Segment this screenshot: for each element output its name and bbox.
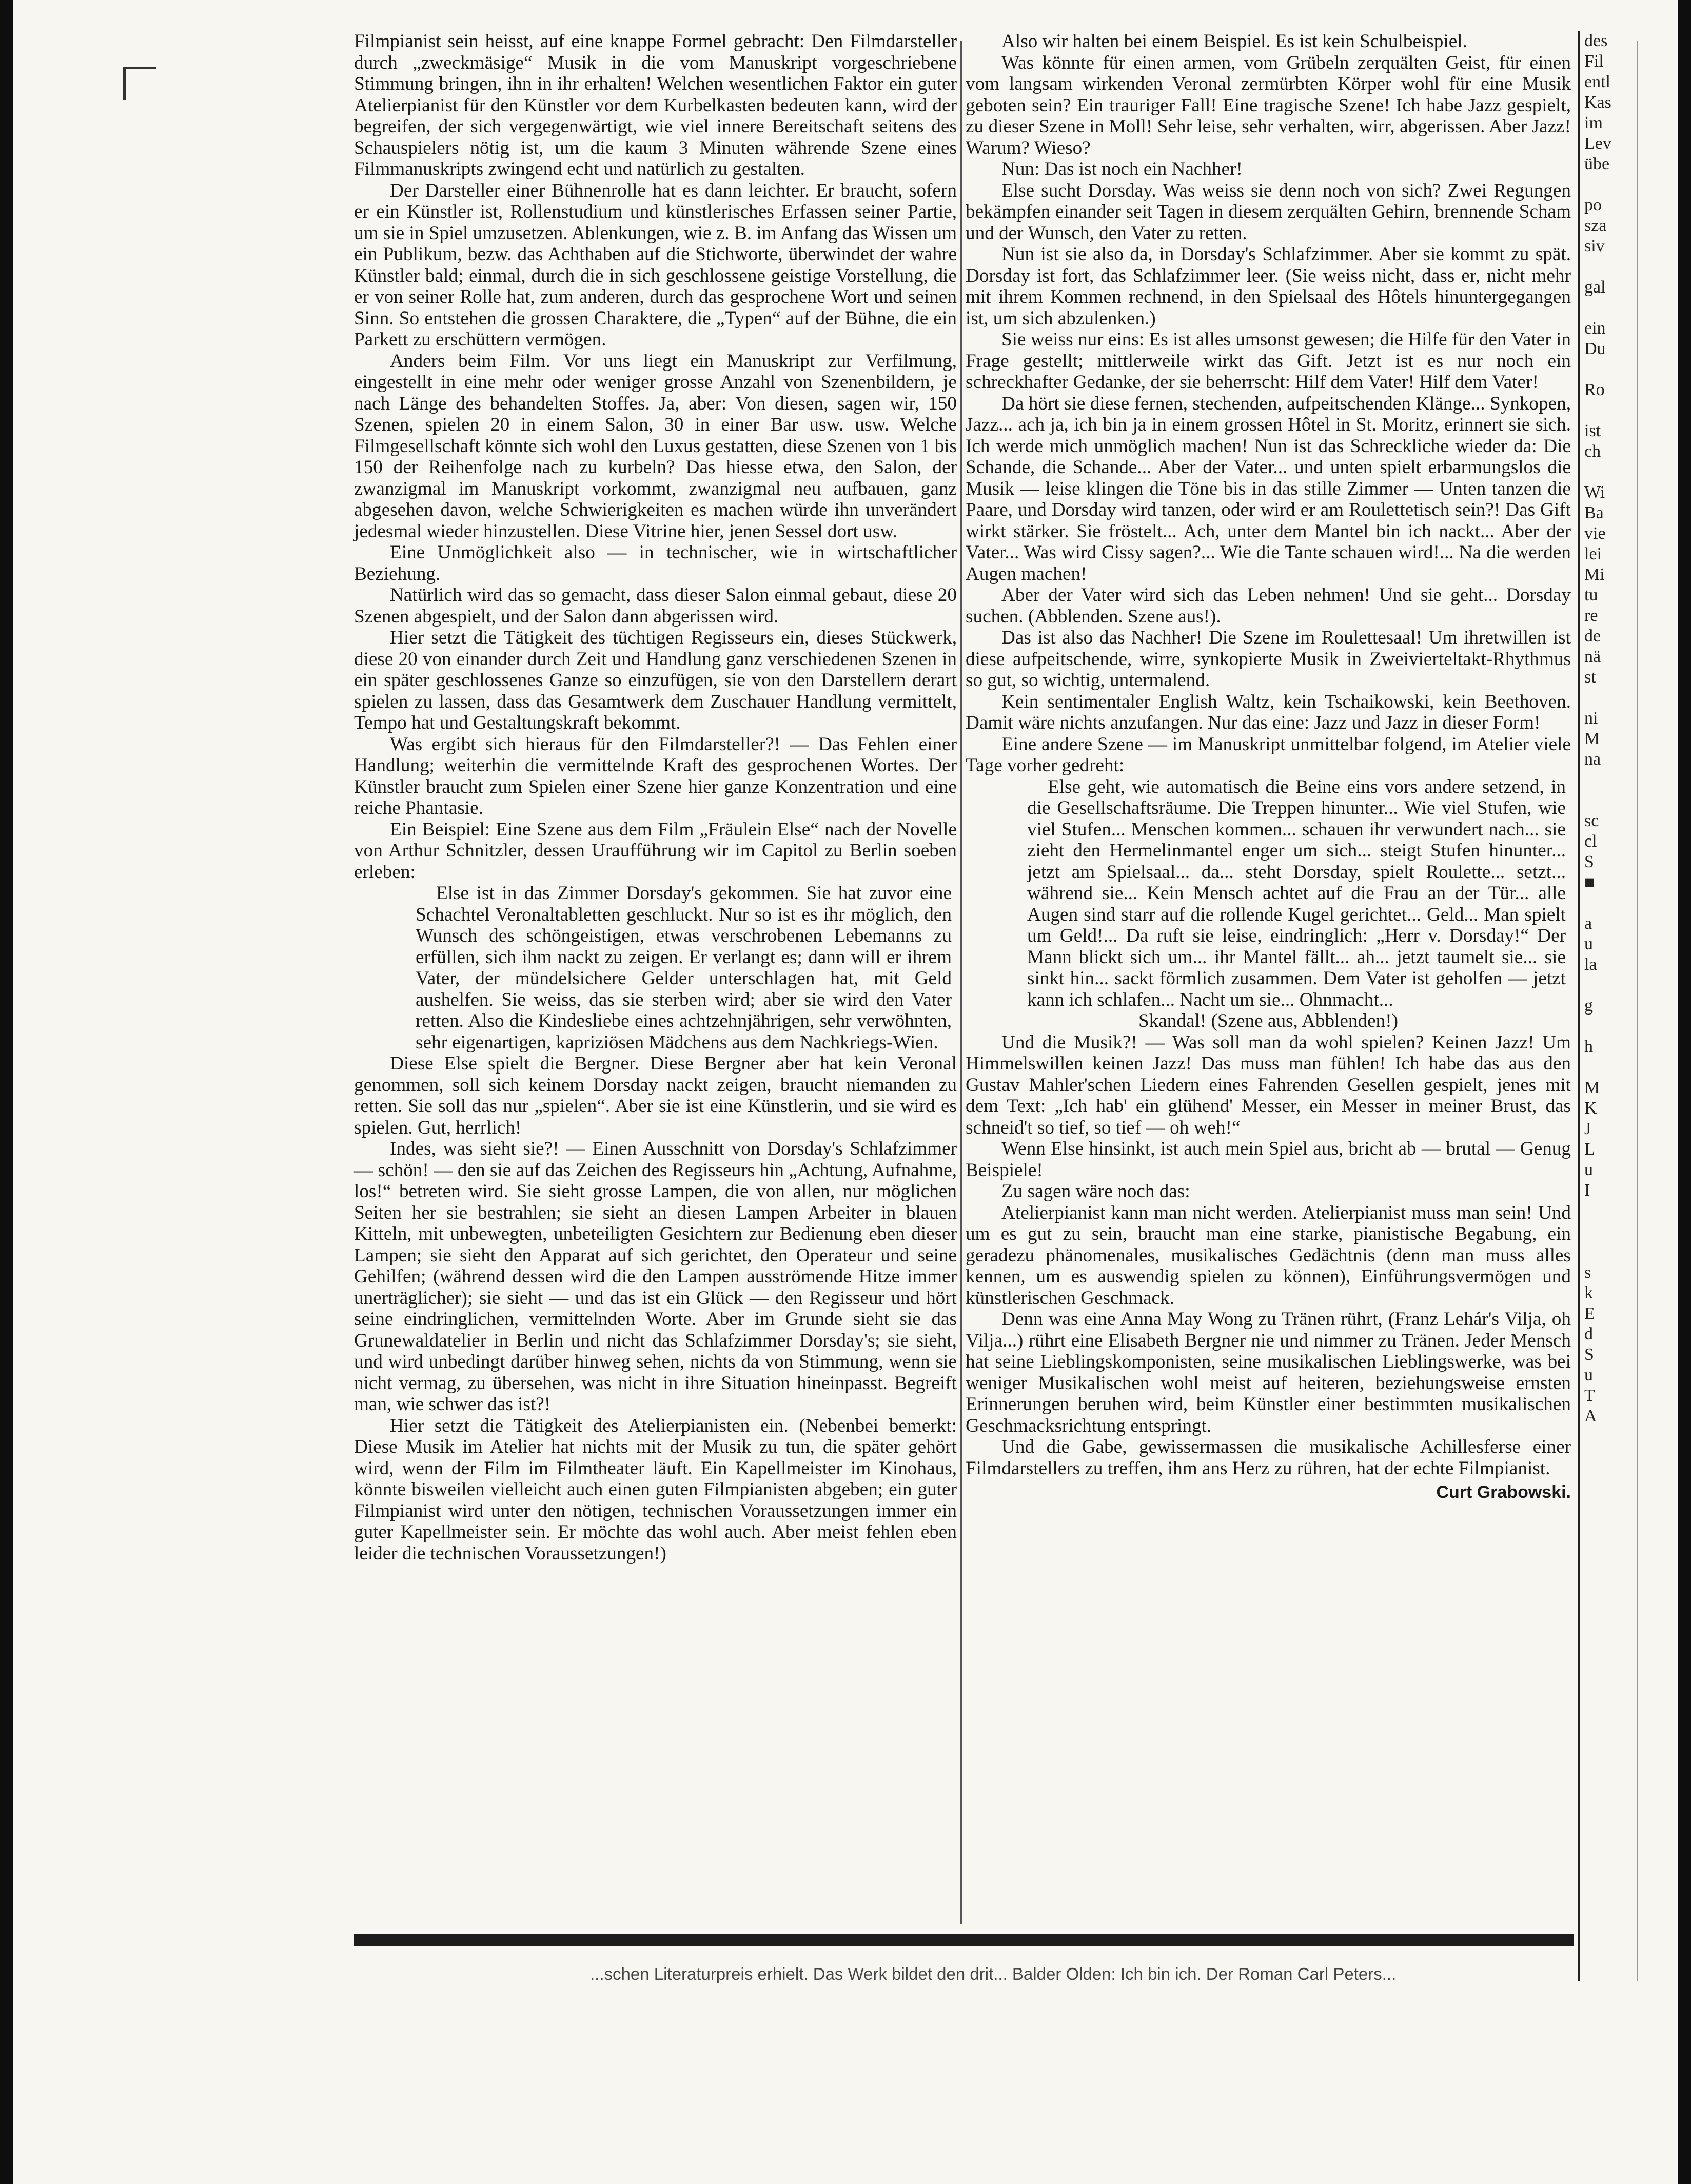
article-paragraph: Natürlich wird das so gemacht, dass dieser Salon einmal gebaut, diese 20 Szenen abgespielt, und der Salon dann abgerissen wird. <box>354 584 957 627</box>
fragment-line: T <box>1584 1386 1595 1405</box>
article-paragraph: Und die Gabe, gewissermassen die musikalische Achillesferse einer Filmdarstellers zu treffen, ihm ans Herz zu rühren, hat der echte Filmpianist. <box>966 1436 1571 1479</box>
fragment-line: st <box>1584 668 1596 687</box>
fragment-line: des <box>1584 31 1608 50</box>
fragment-line <box>1584 174 1630 195</box>
fragment-line: la <box>1584 955 1597 974</box>
fragment-line: K <box>1584 1099 1597 1118</box>
article-paragraph: Das ist also das Nachher! Die Szene im Roulettesaal! Um ihretwillen ist diese aufpeitschende, wirre, synkopierte Musik in Zweivierteltakt-Rhythmus so gut, so wichtig, untermalend. <box>966 627 1571 691</box>
article-paragraph: Und die Musik?! — Was soll man da wohl spielen? Keinen Jazz! Um Himmelswillen keinen Jazz! Das muss man fühlen! Ich habe das aus den Gustav Mahler'schen Liedern eines Fahrenden Gesellen gespielt, jenes mit dem Text: „Ich hab' ein glühend' Messer, ein Messer in meiner Brust, das schneid't so tief, so tief — oh weh!“ <box>966 1031 1571 1138</box>
scene-quote: Else ist in das Zimmer Dorsday's gekommen. Sie hat zuvor eine Schachtel Veronaltabletten geschluckt. Nur so ist es ihr möglich, den Wunsch des schöngeistigen, etwas verschrobenen Lebemanns zu erfüllen, sich ihm nackt zu zeigen. Er verlangt es; dann will er ihrem Vater, der mündelsichere Gelder unterschlagen hat, mit Geld aushelfen. Sie weiss, das sie sterben wird; aber sie wird den Vater retten. Also die Kindesliebe eines achtzehnjährigen, sehr verwöhnten, sehr eigenartigen, kapriziösen Mädchens aus dem Nachkriegs-Wien. <box>416 883 952 1053</box>
fragment-line: ist <box>1584 421 1601 440</box>
article-paragraph: Sie weiss nur eins: Es ist alles umsonst gewesen; die Hilfe für den Vater in Frage gestellt; mittlerweile wirkt das Gift. Jetzt ist es nur noch ein schreckhafter Gedanke, der sie beherrscht: Hilf dem Vater! Hilf dem Vater! <box>966 329 1571 393</box>
fragment-line: ni <box>1584 709 1598 728</box>
fragment-line: L <box>1584 1140 1595 1159</box>
article-paragraph: Else sucht Dorsday. Was weiss sie denn noch von sich? Zwei Regungen bekämpfen einander seit Tagen in diesem zerquälten Gehirn, brennende Scham und der Wunsch, den Vater zu retten. <box>966 180 1571 244</box>
fragment-line: cl <box>1584 832 1597 851</box>
fragment-line <box>1584 1057 1630 1078</box>
fragment-line: Kas <box>1584 93 1611 112</box>
fragment-line: ch <box>1584 442 1601 461</box>
fragment-line <box>1584 298 1630 318</box>
fragment-line: sza <box>1584 216 1607 235</box>
fragment-line <box>1584 1201 1630 1221</box>
article-paragraph: Filmpianist sein heisst, auf eine knappe Formel gebracht: Den Filmdarsteller durch „zweckmäsige“ Musik in die vom Manuskript vorgeschriebene Stimmung bringen, ihn in ihr erhalten! Welchen wesentlichen Faktor ein guter Atelierpianist für den Künstler vor dem Kurbelkasten bedeuten kann, wird der begreifen, der sich vergegenwärtigt, wie viel innere Bereitschaft seitens des Schauspielers nötig ist, um die kaum 3 Minuten währende Szene eines Filmmanuskripts zwingend echt und natürlich zu gestalten. <box>354 31 957 180</box>
scene-caption: Skandal! (Szene aus, Abblenden!) <box>1138 1010 1398 1031</box>
fragment-line: u <box>1584 1366 1593 1384</box>
fragment-line <box>1584 790 1630 811</box>
article-paragraph: Nun ist sie also da, in Dorsday's Schlafzimmer. Aber sie kommt zu spät. Dorsday ist fort, das Schlafzimmer leer. (Sie weiss nicht, dass er, nicht mehr mit ihrem Kommen rechnend, in den Spielsaal des Hôtels hinuntergegangen ist, um sich abzulenken.) <box>966 244 1571 329</box>
article-paragraph: Diese Else spielt die Bergner. Diese Bergner aber hat kein Veronal genommen, soll sich keinem Dorsday nackt zeigen, braucht niemanden zu retten. Sie soll das nur „spielen“. Aber sie ist eine Künstlerin, und sie wird es spielen. Gut, herrlich! <box>354 1053 957 1138</box>
fragment-line: Ro <box>1584 380 1605 399</box>
article-paragraph: Atelierpianist kann man nicht werden. Atelierpianist muss man sein! Und um es gut zu sein, braucht man eine starke, pianistische Begabung, ein geradezu phänomenales, musikalisches Gedächtnis (denn man muss alles kennen, um es auswendig spielen zu können), Einführungsvermögen und künstlerischen Geschmack. <box>966 1202 1571 1309</box>
fragment-line: k <box>1584 1283 1593 1302</box>
fragment-line: Wi <box>1584 483 1605 502</box>
article-paragraph: Ein Beispiel: Eine Szene aus dem Film „Fräulein Else“ nach der Novelle von Arthur Schnitzler, dessen Uraufführung wir im Capitol zu Berlin soeben erleben: <box>354 818 957 883</box>
fragment-line: ein <box>1584 319 1606 338</box>
scene-quote: Else geht, wie automatisch die Beine eins vors andere setzend, in die Gesellschaftsräume. Die Treppen hinunter... Wie viel Stufen, wie viel Stufen... Menschen kommen... schauen ihr verwundert nach... sie zieht den Hermelinmantel enger um sich... steigt Stufen hinunter... jetzt am Spielsaal... da... steht Dorsday, spielt Roulette... setzt... während sie... Kein Mensch achtet auf die Frau an der Tür... alle Augen sind starr auf die rollende Kugel gerichtet... Geld... Man spielt um Geld!... Da ruft sie leise, eindringlich: „Herr v. Dorsday!“ Der Mann blickt sich um... ihr Mantel fällt... ah... jetzt taumelt sie... sie sinkt hin... sackt förmlich zusammen. Dem Vater ist geholfen — jetzt kann ich schlafen... Nacht um sie... Ohnmacht... <box>1027 776 1566 1010</box>
article-paragraph: Wenn Else hinsinkt, ist auch mein Spiel aus, bricht ab — brutal — Genug Beispiele! <box>966 1138 1571 1181</box>
fragment-line: im <box>1584 113 1603 132</box>
scan-edge-left <box>0 0 13 2184</box>
fragment-line: Fil <box>1584 52 1604 71</box>
fragment-line: Du <box>1584 339 1606 358</box>
fragment-line: Lev <box>1584 134 1611 153</box>
fragment-line <box>1584 462 1630 482</box>
fragment-line <box>1584 1221 1630 1242</box>
fragment-line: A <box>1584 1407 1597 1426</box>
article-paragraph: Was ergibt sich hieraus für den Filmdarsteller?! — Das Fehlen einer Handlung; weiterhin die vermittelnde Kraft des gesprochenen Wortes. Der Künstler braucht zum Spielen einer Szene hier ganze Konzentration und eine reiche Phantasie. <box>354 733 957 818</box>
article-paragraph: Da hört sie diese fernen, stechenden, aufpeitschenden Klänge... Synkopen, Jazz... ach ja, ich bin ja in einem grossen Hôtel in St. Moritz, erinnert sie sich. Ich werde mich unmöglich machen! Nun ist das Schreckliche wieder da: Die Schande, die Schande... Aber der Vater... und unten spielt erbarmungslos die Musik — leise klingen die Töne bis in das stille Zimmer — Unten tanzen die Paare, und Dorsday wird tanzen, oder wird er am Roulettetisch sein?! Das Gift wirkt stärker. Sie fröstelt... Ach, unter dem Mantel bin ich nackt... Aber der Vater... Was wird Cissy sagen?... Wie die Tante schauen wird!... Na die werden Augen machen! <box>966 393 1571 584</box>
fragment-line <box>1584 1016 1630 1037</box>
article-paragraph: Denn was eine Anna May Wong zu Tränen rührt, (Franz Lehár's Vilja, oh Vilja...) rührt eine Elisabeth Bergner nie und nimmer zu Tränen. Jeder Mensch hat seine Lieblingskomponisten, seine musikalischen Lieblingswerke, was bei weniger Musikalischen wohl meist auf heiteren, beziehungsweise ernsten Erinnerungen beruhen wird, beim Künstler einer bestimmten musikalischen Geschmacksrichtung entspringt. <box>966 1309 1571 1436</box>
adjacent-page-fragments <box>1584 31 1630 1427</box>
fragment-line: siv <box>1584 237 1605 256</box>
fragment-line: vie <box>1584 524 1606 543</box>
fragment-line: Ba <box>1584 503 1604 522</box>
fragment-line: g <box>1584 996 1593 1015</box>
article-paragraph: Eine Unmöglichkeit also — in technischer, wie in wirtschaftlicher Beziehung. <box>354 542 957 584</box>
fragment-line: lei <box>1584 544 1602 563</box>
fragment-line <box>1584 257 1630 277</box>
fragment-line: s <box>1584 1263 1591 1282</box>
fragment-line: M <box>1584 729 1600 748</box>
fragment-line: tu <box>1584 586 1598 604</box>
article-paragraph: Eine andere Szene — im Manuskript unmittelbar folgend, im Atelier viele Tage vorher gedreht: <box>966 733 1571 776</box>
scan-edge-right <box>1678 0 1691 2184</box>
fragment-line: u <box>1584 934 1593 953</box>
fragment-line: h <box>1584 1037 1593 1056</box>
fragment-line <box>1584 688 1630 708</box>
article-paragraph: Anders beim Film. Vor uns liegt ein Manuskript zur Verfilmung, eingestellt in eine mehr oder weniger grosse Anzahl von Szenenbildern, je nach Länge des behandelten Stoffes. Ja, aber: Von diesen, sagen wir, 150 Szenen, spielen 20 in einem Salon, 30 in einer Bar usw. usw. Welche Filmgesellschaft könnte sich wohl den Luxus gestatten, diese Szenen von 1 bis 150 der Reihenfolge nach zu kurbeln? Das hiesse etwa, den Salon, der zwanzigmal im Manuskript vorkommt, zwanzigmal neu aufbauen, ganz abgesehen davon, welche Schwierigkeiten es machen würde ihn unverändert jedesmal wieder hinzustellen. Diese Vitrine hier, jenen Sessel dort usw. <box>354 350 957 542</box>
article-paragraph: Hier setzt die Tätigkeit des Atelierpianisten ein. (Nebenbei bemerkt: Diese Musik im Atelier hat nichts mit der Musik zu tun, die später gehört wird, wenn der Film im Filmtheater läuft. Ein Kapellmeister im Kinohaus, könnte bisweilen vielleicht auch einen guten Filmpianisten abgeben; ein guter Filmpianist wird unter den nötigen, technischen Voraussetzungen immer ein guter Kapellmeister sein. Er möchte das wohl auch. Aber meist fehlen eben leider die technischen Voraussetzungen!) <box>354 1415 957 1564</box>
fragment-line: d <box>1584 1324 1593 1343</box>
fragment-line: E <box>1584 1304 1595 1323</box>
fragment-line: a <box>1584 914 1592 933</box>
article-paragraph: Was könnte für einen armen, vom Grübeln zerquälten Geist, für einen vom langsam wirkenden Veronal zermürbten Körper wohl für eine Musik geboten sein? Ein trauriger Fall! Eine tragische Szene! Ich habe Jazz gespielt, zu dieser Szene in Moll! Sehr leise, sehr verhalten, wirr, abgerissen. Aber Jazz! Warum? Wieso? <box>966 52 1571 159</box>
article-left-column <box>354 31 957 1564</box>
fragment-line: gal <box>1584 278 1606 297</box>
fragment-line: übe <box>1584 154 1610 173</box>
fragment-line: M <box>1584 1078 1600 1097</box>
article-right-column <box>966 31 1571 1504</box>
article-paragraph: Also wir halten bei einem Beispiel. Es ist kein Schulbeispiel. <box>1001 31 1467 52</box>
fragment-line: de <box>1584 627 1601 646</box>
article-paragraph: Hier setzt die Tätigkeit des tüchtigen Regisseurs ein, dieses Stückwerk, diese 20 von einander durch Zeit und Handlung ganz verschiedenen Szenen in ein später geschlossenes Ganze so einzufügen, sie von den Darstellern derart spielen zu lassen, dass das Gesamtwerk dem Zuschauer Handlung vermittelt, Tempo hat und Gestaltungskraft bekommt. <box>354 627 957 733</box>
fragment-line: I <box>1584 1181 1590 1200</box>
fragment-line <box>1584 770 1630 790</box>
fragment-line: u <box>1584 1160 1593 1179</box>
fragment-line <box>1584 893 1630 913</box>
corner-crop-mark <box>123 67 156 100</box>
fragment-line: re <box>1584 606 1598 625</box>
fragment-line: nä <box>1584 647 1601 666</box>
right-margin-rule <box>1637 41 1638 1981</box>
article-paragraph: Zu sagen wäre noch das: <box>1001 1181 1190 1202</box>
fragment-line: J <box>1584 1119 1591 1138</box>
fragment-line: po <box>1584 196 1602 215</box>
article-paragraph: Kein sentimentaler English Waltz, kein Tschaikowski, kein Beethoven. Damit wäre nichts anzufangen. Nur das eine: Jazz und Jazz in dieser Form! <box>966 691 1571 733</box>
fragment-line: na <box>1584 750 1601 769</box>
fragment-line <box>1584 975 1630 996</box>
column-divider <box>960 41 962 1924</box>
article-paragraph: Der Darsteller einer Bühnenrolle hat es dann leichter. Er braucht, sofern er ein Künstler ist, Rollenstudium und künstlerisches Erfassen seiner Partie, um sie in Spiel umzusetzen. Ablenkungen, wie z. B. im Anfang das Wissen um ein Publikum, bezw. das Achthaben auf die Stichworte, überwindet der wahre Künstler bald; einmal, durch die in sich geschlossene geistige Vorstellung, die er von seiner Rolle hat, zum anderen, durch das gesprochene Wort und seinen Sinn. So entstehen die grossen Charaktere, die „Typen“ auf der Bühne, die ein Parkett zu erschüttern vermögen. <box>354 180 957 350</box>
fragment-line: Mi <box>1584 565 1605 584</box>
article-paragraph: Nun: Das ist noch ein Nachher! <box>1001 159 1243 180</box>
fragment-line: entl <box>1584 72 1610 91</box>
fragment-line <box>1584 400 1630 421</box>
fragment-line: sc <box>1584 811 1599 830</box>
article-end-rule <box>354 1934 1574 1946</box>
fragment-line: S <box>1584 852 1594 871</box>
next-article-fragment: ...schen Literaturpreis erhielt. Das Werk bildet den drit... Balder Olden: Ich bin ich. Der Roman Carl Peters... <box>590 1964 1397 1983</box>
article-paragraph: Aber der Vater wird sich das Leben nehmen! Und sie geht... Dorsday suchen. (Abblenden. Szene aus!). <box>966 584 1571 627</box>
fragment-line <box>1584 1242 1630 1262</box>
fragment-line: ■ <box>1584 873 1595 892</box>
fragment-line <box>1584 359 1630 380</box>
fragment-line: S <box>1584 1345 1594 1364</box>
article-paragraph: Indes, was sieht sie?! — Einen Ausschnitt von Dorsday's Schlafzimmer — schön! — den sie auf das Zeichen des Regisseurs hin „Achtung, Aufnahme, los!“ betreten wird. Sie sieht grosse Lampen, die von allen, nur möglichen Seiten her sie bestrahlen; sie sieht an diesen Lampen Arbeiter in blauen Kitteln, mit unbewegten, unbeteiligten Gesichtern zur Bedienung eben dieser Lampen; sie sieht den Apparat auf sich gerichtet, den Operateur und seine Gehilfen; (während dessen wird die den Lampen ausströmende Hitze immer unerträglicher); sie sieht — und das ist ein Glück — den Regisseur und hört seine eindringlichen, vermittelnden Worte. Aber im Grunde sieht sie das Grunewaldatelier in Berlin und nicht das Schlafzimmer Dorsday's; sie sieht, und wird unbedingt darüber hinweg sehen, nichts da von Stimmung, wenn sie nicht vermag, zu übersehen, was nicht in ihre Situation hineinpasst. Begreift man, wie schwer das ist?! <box>354 1138 957 1415</box>
adjacent-page-rule <box>1578 31 1580 1981</box>
author-signature: Curt Grabowski. <box>1436 1483 1571 1502</box>
